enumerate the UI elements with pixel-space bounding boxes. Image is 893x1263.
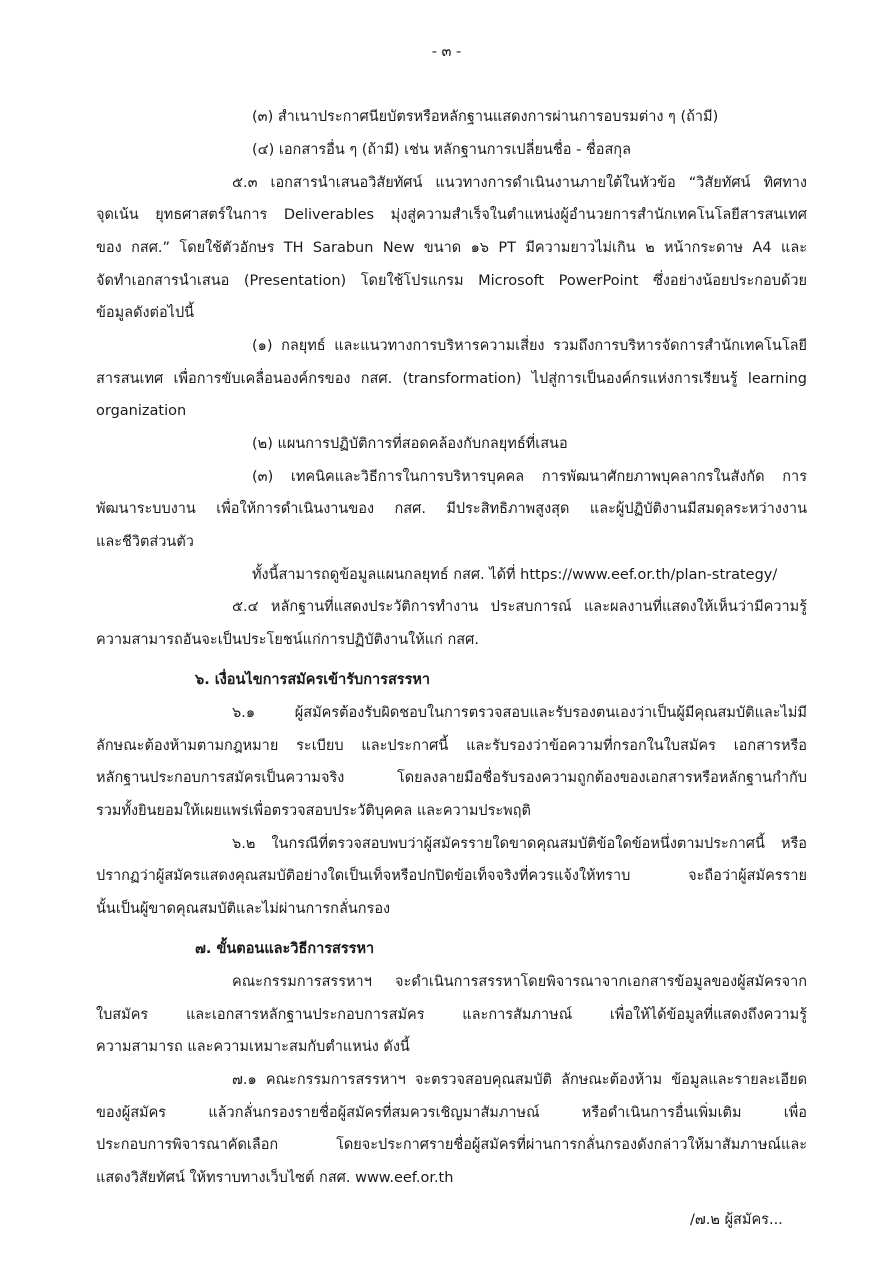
text-line: ๖.๑ ผู้สมัครต้องรับผิดชอบในการตรวจสอบและรับรองตนเองว่าเป็นผู้มีคุณสมบัติและไม่มี xyxy=(232,705,807,721)
text-line: ความสามารถอันจะเป็นประโยชน์แก่การปฏิบัติงานให้แก่ กสศ. xyxy=(96,632,479,648)
text-line: จัดทำเอกสารนำเสนอ (Presentation) โดยใช้โปรแกรม Microsoft PowerPoint ซึ่งอย่างน้อยประกอบด้วย xyxy=(96,273,807,289)
text-line: ของผู้สมัคร แล้วกลั่นกรองรายชื่อผู้สมัครที่สมควรเชิญมาสัมภาษณ์ หรือดำเนินการอื่นเพิ่มเติม เพื่อ xyxy=(96,1105,807,1121)
text-line: (๑) กลยุทธ์ และแนวทางการบริหารความเสี่ยง รวมถึงการบริหารจัดการสำนักเทคโนโลยี xyxy=(252,338,807,354)
text-line: ประกอบการพิจารณาคัดเลือก โดยจะประกาศรายชื่อผู้สมัครที่ผ่านการกลั่นกรองดังกล่าวให้มาสัมภาษณ์และ xyxy=(96,1137,807,1153)
text-line: (๔) เอกสารอื่น ๆ (ถ้ามี) เช่น หลักฐานการเปลี่ยนชื่อ - ชื่อสกุล xyxy=(252,142,631,158)
page-number: - ๓ - xyxy=(431,44,462,60)
text-line: รวมทั้งยินยอมให้เผยแพร่เพื่อตรวจสอบประวัติบุคคล และความประพฤติ xyxy=(96,803,531,819)
text-line: จุดเน้น ยุทธศาสตร์ในการ Deliverables มุ่งสู่ความสำเร็จในตำแหน่งผู้อำนวยการสำนักเทคโนโลยีสารสนเทศ xyxy=(96,207,807,223)
text-line: แสดงวิสัยทัศน์ ให้ทราบทางเว็บไซต์ กสศ. www.eef.or.th xyxy=(96,1170,454,1186)
text-line: ใบสมัคร และเอกสารหลักฐานประกอบการสมัคร และการสัมภาษณ์ เพื่อให้ได้ข้อมูลที่แสดงถึงความรู้ xyxy=(96,1007,807,1023)
text-line: (๓) สำเนาประกาศนียบัตรหรือหลักฐานแสดงการผ่านการอบรมต่าง ๆ (ถ้ามี) xyxy=(252,109,719,125)
text-line: (๒) แผนการปฏิบัติการที่สอดคล้องกับกลยุทธ์ที่เสนอ xyxy=(252,436,568,452)
text-line: ลักษณะต้องห้ามตามกฎหมาย ระเบียบ และประกาศนี้ และรับรองว่าข้อความที่กรอกในใบสมัคร เอกสารหรือ xyxy=(96,738,807,754)
section-heading: ๖. เงื่อนไขการสมัครเข้ารับการสรรหา xyxy=(195,672,431,688)
text-line: ปรากฏว่าผู้สมัครแสดงคุณสมบัติอย่างใดเป็นเท็จหรือปกปิดข้อเท็จจริงที่ควรแจ้งให้ทราบ จะถือว่าผู้สมัครราย xyxy=(96,868,807,884)
text-line: ข้อมูลดังต่อไปนี้ xyxy=(96,305,195,321)
text-line: ทั้งนี้สามารถดูข้อมูลแผนกลยุทธ์ กสศ. ได้ที่ https://www.eef.or.th/plan-strategy/ xyxy=(252,567,778,583)
text-line: ๕.๓ เอกสารนำเสนอวิสัยทัศน์ แนวทางการดำเนินงานภายใต้ในหัวข้อ “วิสัยทัศน์ ทิศทาง xyxy=(232,175,807,191)
text-line: ๕.๔ หลักฐานที่แสดงประวัติการทำงาน ประสบการณ์ และผลงานที่แสดงให้เห็นว่ามีความรู้ xyxy=(232,599,807,615)
text-line: และชีวิตส่วนตัว xyxy=(96,534,194,550)
text-line: พัฒนาระบบงาน เพื่อให้การดำเนินงานของ กสศ. มีประสิทธิภาพสูงสุด และผู้ปฏิบัติงานมีสมดุลระหว่างงาน xyxy=(96,501,807,517)
text-line: ๖.๒ ในกรณีที่ตรวจสอบพบว่าผู้สมัครรายใดขาดคุณสมบัติข้อใดข้อหนึ่งตามประกาศนี้ หรือ xyxy=(232,836,807,852)
text-line: (๓) เทคนิคและวิธีการในการบริหารบุคคล การพัฒนาศักยภาพบุคลากรในสังกัด การ xyxy=(252,469,807,485)
text-line: ของ กสศ.” โดยใช้ตัวอักษร TH Sarabun New ขนาด ๑๖ PT มีความยาวไม่เกิน ๒ หน้ากระดาษ A4 และ xyxy=(96,240,807,256)
text-line: สารสนเทศ เพื่อการขับเคลื่อนองค์กรของ กสศ. (transformation) ไปสู่การเป็นองค์กรแห่งการเรียนรู้ learning xyxy=(96,371,807,387)
text-line: หลักฐานประกอบการสมัครเป็นความจริง โดยลงลายมือชื่อรับรองความถูกต้องของเอกสารหรือหลักฐานกำกับ xyxy=(96,770,807,786)
text-line: คณะกรรมการสรรหาฯ จะดำเนินการสรรหาโดยพิจารณาจากเอกสารข้อมูลของผู้สมัครจาก xyxy=(232,974,807,990)
section-heading: ๗. ขั้นตอนและวิธีการสรรหา xyxy=(195,941,375,957)
text-line: ความสามารถ และความเหมาะสมกับตำแหน่ง ดังนี้ xyxy=(96,1039,410,1055)
text-line: ๗.๑ คณะกรรมการสรรหาฯ จะตรวจสอบคุณสมบัติ ลักษณะต้องห้าม ข้อมูลและรายละเอียด xyxy=(232,1072,807,1088)
continuation-note: /๗.๒ ผู้สมัคร... xyxy=(690,1212,783,1228)
text-line: organization xyxy=(96,403,187,419)
text-line: นั้นเป็นผู้ขาดคุณสมบัติและไม่ผ่านการกลั่นกรอง xyxy=(96,901,391,917)
